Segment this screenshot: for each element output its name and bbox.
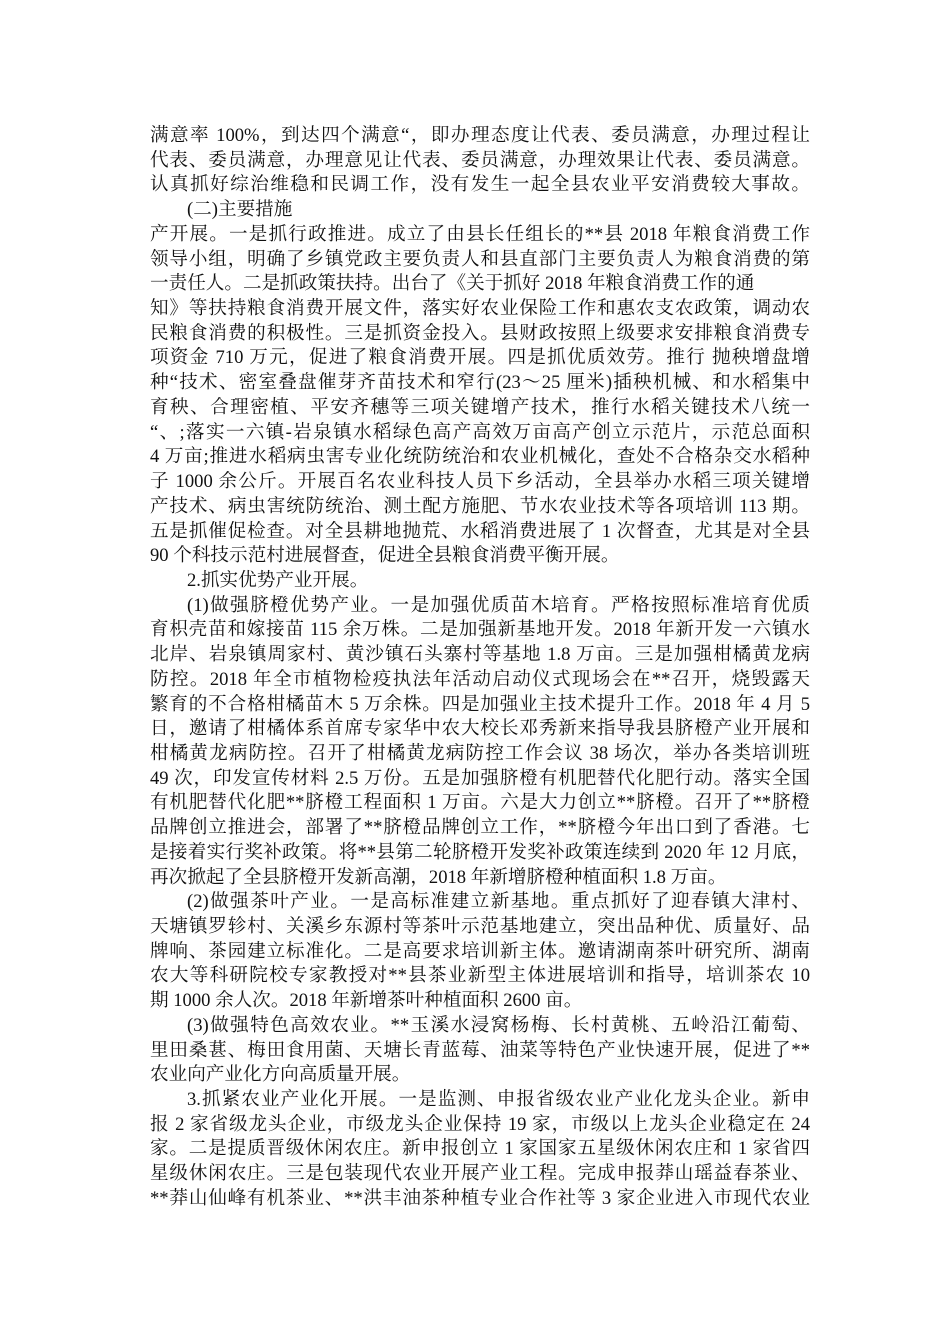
text-line: **莽山仙峰有机茶业、**洪丰油茶种植专业合作社等 3 家企业进入市现代农业 xyxy=(150,1187,810,1209)
text-line: 品牌创立推进会，部署了**脐橙品牌创立工作，**脐橙今年出口到了香港。七 xyxy=(150,817,810,839)
text-line: 农大等科研院校专家教授对**县茶业新型主体进展培训和指导，培训茶农 10 xyxy=(150,965,810,987)
text-line: 种“技术、密室叠盘催芽齐苗技术和窄行(23～25 厘米)插秧机械、和水稻集中 xyxy=(150,372,810,394)
text-line: 防控。2018 年全市植物检疫执法年活动启动仪式现场会在**召开，烧毁露天 xyxy=(150,668,810,690)
text-line: 星级休闲农庄。三是包装现代农业开展产业工程。完成申报莽山瑶益春茶业、 xyxy=(150,1163,810,1185)
text-line: 产技术、病虫害统防统治、测土配方施肥、节水农业技术等各项培训 113 期。 xyxy=(150,495,810,517)
text-line: 五是抓催促检查。对全县耕地抛荒、水稻消费进展了 1 次督查，尤其是对全县 xyxy=(150,520,810,542)
text-line: 产开展。一是抓行政推进。成立了由县长任组长的**县 2018 年粮食消费工作 xyxy=(150,223,810,245)
text-line: 天塘镇罗轸村、关溪乡东源村等茶叶示范基地建立，突出品种优、质量好、品 xyxy=(150,916,810,937)
text-line: 牌响、茶园建立标准化。二是高要求培训新主体。邀请湖南茶叶研究所、湖南 xyxy=(150,940,810,962)
text-line: 有机肥替代化肥**脐橙工程面积 1 万亩。六是大力创立**脐橙。召开了**脐橙 xyxy=(150,792,810,814)
paragraph-start: 3.抓紧农业产业化开展。一是监测、申报省级农业产业化龙头企业。新申 xyxy=(187,1089,810,1111)
text-line: 再次掀起了全县脐橙开发新高潮，2018 年新增脐橙种植面积 1.8 万亩。 xyxy=(150,866,727,888)
text-line: 柑橘黄龙病防控。召开了柑橘黄龙病防控工作会议 38 场次，举办各类培训班 xyxy=(150,742,810,764)
text-line: 90 个科技示范村进展督查，促进全县粮食消费平衡开展。 xyxy=(150,545,620,567)
text-line: 报 2 家省级龙头企业，市级龙头企业保持 19 家，市级以上龙头企业稳定在 24 xyxy=(150,1113,810,1135)
text-line: 期 1000 余人次。2018 年新增茶叶种植面积 2600 亩。 xyxy=(150,990,583,1012)
text-line: 家。二是提质晋级休闲农庄。新申报创立 1 家国家五星级休闲农庄和 1 家省四 xyxy=(150,1138,810,1160)
text-line: 农业向产业化方向高质量开展。 xyxy=(150,1064,411,1086)
text-line: 领导小组，明确了乡镇党政主要负责人和县直部门主要负责人为粮食消费的第 xyxy=(150,248,810,270)
document-page xyxy=(150,124,810,1212)
text-line: 知》等扶持粮食消费开展文件，落实好农业保险工作和惠农支农政策，调动农 xyxy=(150,298,810,320)
text-line: 是接着实行奖补政策。将**县第二轮脐橙开发奖补政策连续到 2020 年 12 月底， xyxy=(150,841,810,863)
paragraph-start: (3)做强特色高效农业。**玉溪水浸窝杨梅、长村黄桃、五岭沿江葡萄、 xyxy=(187,1014,810,1036)
text-line: 育秧、合理密植、平安齐穗等三项关键增产技术，推行水稻关键技术八统一 xyxy=(150,396,810,418)
text-line: 民粮食消费的积极性。三是抓资金投入。县财政按照上级要求安排粮食消费专 xyxy=(150,322,810,344)
text-line: 子 1000 余公斤。开展百名农业科技人员下乡活动，全县举办水稻三项关键增 xyxy=(150,471,810,493)
text-line: 49 次，印发宣传材料 2.5 万份。五是加强脐橙有机肥替代化肥行动。落实全国 xyxy=(150,767,810,789)
text-line: 育枳壳苗和嫁接苗 115 余万株。二是加强新基地开发。2018 年新开发一六镇水 xyxy=(150,619,810,641)
paragraph-start: (2)做强茶叶产业。一是高标准建立新基地。重点抓好了迎春镇大津村、 xyxy=(187,891,810,913)
text-line: 一责任人。二是抓政策扶持。出台了《关于抓好 2018 年粮食消费工作的通 xyxy=(150,273,755,295)
text-line: “、;落实一六镇-岩泉镇水稻绿色高产高效万亩高产创立示范片，示范总面积 xyxy=(150,421,810,443)
text-line: 认真抓好综治维稳和民调工作，没有发生一起全县农业平安消费较大事故。 xyxy=(150,174,810,196)
text-line: 里田桑葚、梅田食用菌、天塘长青蓝莓、油菜等特色产业快速开展，促进了** xyxy=(150,1039,810,1061)
section-heading: 2.抓实优势产业开展。 xyxy=(187,569,369,591)
section-heading: (二)主要措施 xyxy=(187,199,293,221)
text-line: 项资金 710 万元，促进了粮食消费开展。四是抓优质效劳。推行 抛秧增盘增 xyxy=(150,347,810,369)
text-line: 北岸、岩泉镇周家村、黄沙镇石头寨村等基地 1.8 万亩。三是加强柑橘黄龙病 xyxy=(150,644,810,666)
text-line: 4 万亩;推进水稻病虫害专业化统防统治和农业机械化，查处不合格杂交水稻种 xyxy=(150,446,810,468)
text-line: 满意率 100%，到达四个满意“，即办理态度让代表、委员满意，办理过程让 xyxy=(150,125,810,146)
text-line: 代表、委员满意，办理意见让代表、委员满意，办理效果让代表、委员满意。 xyxy=(150,149,810,171)
text-line: 繁育的不合格柑橘苗木 5 万余株。四是加强业主技术提升工作。2018 年 4 月 5 xyxy=(150,693,810,715)
text-line: 日，邀请了柑橘体系首席专家华中农大校长邓秀新来指导我县脐橙产业开展和 xyxy=(150,718,810,740)
paragraph-start: (1)做强脐橙优势产业。一是加强优质苗木培育。严格按照标准培育优质 xyxy=(187,594,810,616)
